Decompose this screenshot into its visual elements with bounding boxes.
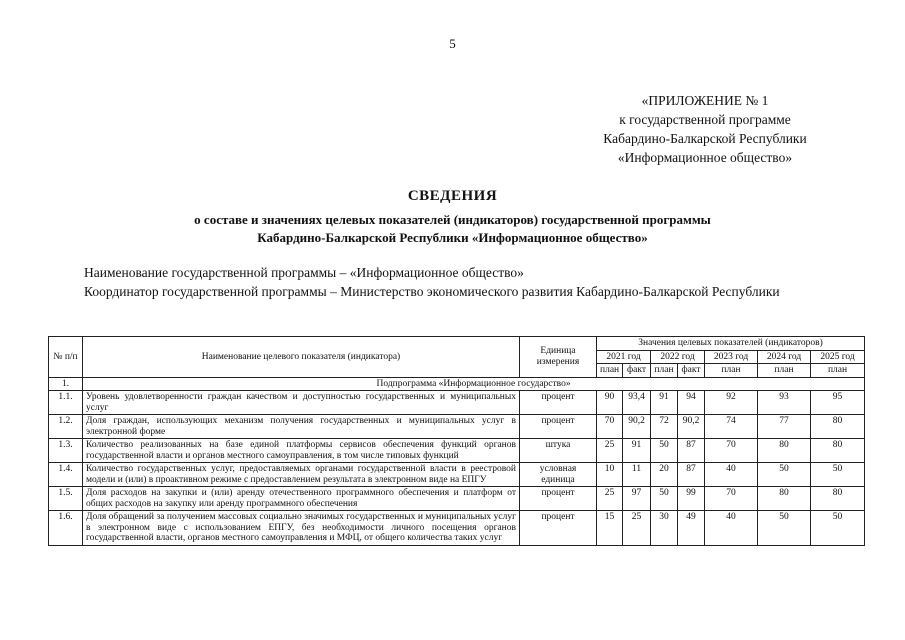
row-plan-2021: 90	[597, 391, 623, 415]
row-fact-2021: 97	[623, 487, 651, 511]
row-plan-2021: 70	[597, 415, 623, 439]
row-fact-2022: 49	[678, 511, 705, 546]
row-plan-2024: 80	[758, 487, 811, 511]
row-plan-2021: 10	[597, 463, 623, 487]
row-plan-2024: 50	[758, 463, 811, 487]
document-subtitle	[0, 211, 905, 247]
row-unit: процент	[520, 487, 597, 511]
row-plan-2023: 40	[705, 463, 758, 487]
table-row	[49, 391, 865, 415]
row-plan-2025: 50	[811, 463, 865, 487]
row-plan-2024: 93	[758, 391, 811, 415]
table-row	[49, 487, 865, 511]
row-fact-2021: 11	[623, 463, 651, 487]
row-num: 1.2.	[49, 415, 83, 439]
row-fact-2022: 87	[678, 463, 705, 487]
row-fact-2021: 90,2	[623, 415, 651, 439]
row-plan-2023: 92	[705, 391, 758, 415]
row-num: 1.4.	[49, 463, 83, 487]
row-fact-2021: 91	[623, 439, 651, 463]
header-year-2024: 2024 год	[758, 350, 811, 364]
subprogram-num: 1.	[49, 377, 83, 391]
row-plan-2024: 80	[758, 439, 811, 463]
row-unit: условная единица	[520, 463, 597, 487]
row-plan-2025: 50	[811, 511, 865, 546]
header-plan: план	[758, 364, 811, 378]
row-unit: процент	[520, 415, 597, 439]
row-plan-2023: 40	[705, 511, 758, 546]
row-fact-2022: 99	[678, 487, 705, 511]
row-num: 1.1.	[49, 391, 83, 415]
row-num: 1.5.	[49, 487, 83, 511]
row-plan-2023: 74	[705, 415, 758, 439]
table-row	[49, 463, 865, 487]
row-name: Доля граждан, использующих механизм получения государственных и муниципальных услуг в электронной форме	[83, 415, 520, 439]
row-name: Доля расходов на закупки и (или) аренду отечественного программного обеспечения и платформ от общих расходов на закупку или аренду программного обеспечения	[83, 487, 520, 511]
subtitle-line-1: о составе и значениях целевых показателей (индикаторов) государственной программы	[194, 212, 711, 227]
header-plan: план	[597, 364, 623, 378]
header-fact: факт	[623, 364, 651, 378]
row-plan-2022: 30	[651, 511, 678, 546]
row-unit: штука	[520, 439, 597, 463]
row-plan-2023: 70	[705, 487, 758, 511]
header-year-2021: 2021 год	[597, 350, 651, 364]
row-plan-2022: 91	[651, 391, 678, 415]
row-plan-2021: 25	[597, 439, 623, 463]
table-row	[49, 415, 865, 439]
row-name: Количество реализованных на базе единой платформы сервисов обеспечения функций органов государственной власти и органов местного самоуправления, в том числе типовых функций	[83, 439, 520, 463]
header-plan: план	[651, 364, 678, 378]
row-plan-2025: 80	[811, 415, 865, 439]
header-unit: Единица измерения	[520, 337, 597, 378]
row-plan-2025: 80	[811, 487, 865, 511]
row-plan-2024: 77	[758, 415, 811, 439]
row-fact-2022: 87	[678, 439, 705, 463]
appendix-line-4: «Информационное общество»	[617, 150, 793, 165]
row-plan-2025: 80	[811, 439, 865, 463]
header-fact: факт	[678, 364, 705, 378]
row-plan-2021: 25	[597, 487, 623, 511]
row-name: Уровень удовлетворенности граждан качеством и доступностью государственных и муниципальных услуг	[83, 391, 520, 415]
row-num: 1.6.	[49, 511, 83, 546]
subprogram-title: Подпрограмма «Информационное государство»	[83, 377, 865, 391]
header-year-2023: 2023 год	[705, 350, 758, 364]
subprogram-row	[49, 377, 865, 391]
row-plan-2024: 50	[758, 511, 811, 546]
document-title: СВЕДЕНИЯ	[407, 188, 498, 204]
header-year-2022: 2022 год	[651, 350, 705, 364]
table-row	[49, 511, 865, 546]
row-plan-2022: 72	[651, 415, 678, 439]
header-values: Значения целевых показателей (индикаторов)	[597, 337, 865, 351]
program-name: Наименование государственной программы – «Информационное общество»	[84, 265, 524, 280]
row-name: Количество государственных услуг, предоставляемых органами государственной власти в реестровой модели и (или) в проактивном режиме с предоставлением результата в электронном виде на ЕПГУ	[83, 463, 520, 487]
header-num: № п/п	[49, 337, 83, 378]
row-fact-2021: 93,4	[623, 391, 651, 415]
subtitle-line-2: Кабардино-Балкарской Республики «Информационное общество»	[257, 230, 648, 245]
header-year-2025: 2025 год	[811, 350, 865, 364]
row-plan-2021: 15	[597, 511, 623, 546]
row-num: 1.3.	[49, 439, 83, 463]
row-unit: процент	[520, 391, 597, 415]
row-plan-2022: 50	[651, 439, 678, 463]
row-plan-2022: 50	[651, 487, 678, 511]
row-fact-2022: 90,2	[678, 415, 705, 439]
appendix-line-1: «ПРИЛОЖЕНИЕ № 1	[641, 93, 769, 108]
indicators-table	[48, 336, 865, 546]
appendix-line-2: к государственной программе	[619, 112, 791, 127]
header-plan: план	[705, 364, 758, 378]
program-coordinator: Координатор государственной программы – Министерство экономического развития Кабардино-Балкарской Республики	[84, 284, 780, 299]
row-fact-2022: 94	[678, 391, 705, 415]
row-unit: процент	[520, 511, 597, 546]
row-plan-2025: 95	[811, 391, 865, 415]
appendix-heading	[560, 91, 850, 167]
row-fact-2021: 25	[623, 511, 651, 546]
row-plan-2022: 20	[651, 463, 678, 487]
page-number: 5	[449, 36, 456, 51]
row-plan-2023: 70	[705, 439, 758, 463]
header-plan: план	[811, 364, 865, 378]
row-name: Доля обращений за получением массовых социально значимых государственных и муниципальных услуг в электронном виде с использованием ЕПГУ, без необходимости личного посещения органов государственной власти, органов местного самоуправления и МФЦ, от общего количества таких услуг	[83, 511, 520, 546]
header-name: Наименование целевого показателя (индикатора)	[83, 337, 520, 378]
appendix-line-3: Кабардино-Балкарской Республики	[603, 131, 807, 146]
table-row	[49, 439, 865, 463]
